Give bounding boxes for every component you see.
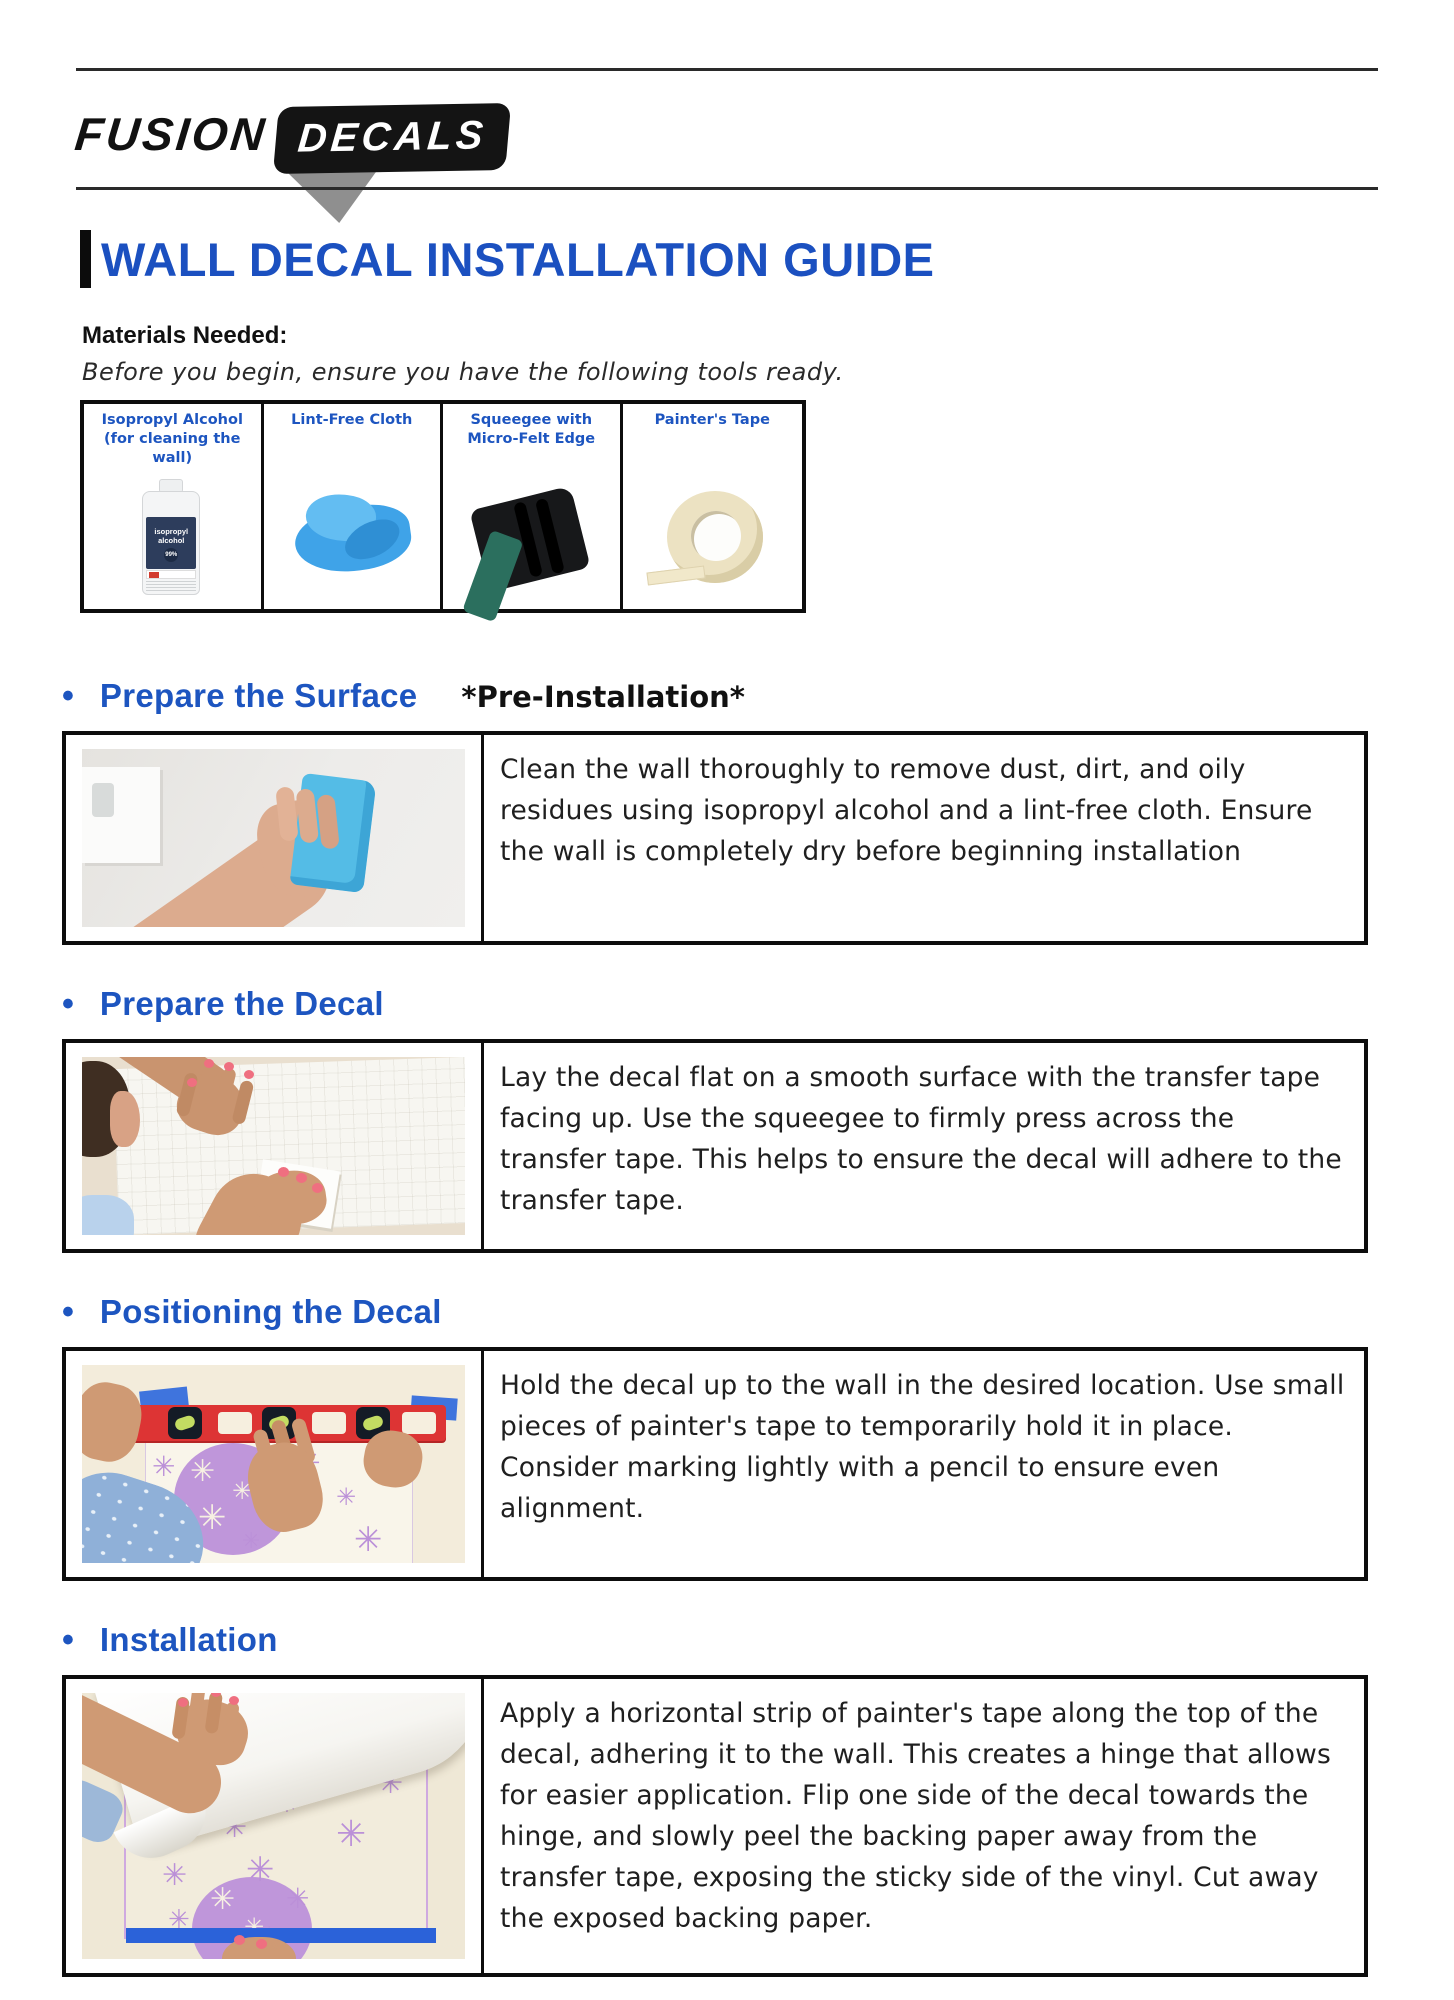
material-label: Painter's Tape <box>654 412 770 428</box>
photo-leveling-decal <box>82 1365 465 1563</box>
materials-table <box>80 400 806 613</box>
material-cell-squeegee <box>443 404 623 609</box>
step-row-positioning <box>62 1347 1368 1581</box>
photo-wiping-wall <box>82 749 465 927</box>
page-title: WALL DECAL INSTALLATION GUIDE <box>101 232 935 286</box>
section-heading-positioning: • Positioning the Decal <box>62 1293 442 1331</box>
material-cell-tape <box>623 404 803 609</box>
title-row <box>80 230 1378 288</box>
step-text: Lay the decal flat on a smooth surface with the transfer tape facing up. Use the squeegee to firmly press across the transfer tape. This helps to ensure the decal will adhere to the transfer tape. <box>500 1062 1342 1217</box>
bullet-icon: • <box>62 1293 74 1331</box>
material-label: Squeegee with Micro-Felt Edge <box>467 412 596 447</box>
logo-peel-icon <box>271 165 381 223</box>
bullet-icon: • <box>62 985 74 1023</box>
materials-subheading: Before you begin, ensure you have the following tools ready. <box>82 358 844 386</box>
section-heading-installation: • Installation <box>62 1621 278 1659</box>
tape-roll-icon <box>637 469 787 599</box>
bullet-icon: • <box>62 677 74 715</box>
material-label: Isopropyl Alcohol (for cleaning the wall) <box>101 412 243 466</box>
step-text: Hold the decal up to the wall in the desired location. Use small pieces of painter's tape to temporarily hold it in place. Consider marking lightly with a pencil to ensure even alignment. <box>500 1370 1345 1525</box>
material-cell-alcohol <box>84 404 264 609</box>
logo-decals-badge <box>275 105 509 172</box>
squeegee-icon <box>456 469 606 599</box>
cloth-icon <box>277 469 427 599</box>
header-divider <box>76 187 1378 190</box>
section-heading-prepare-decal: • Prepare the Decal <box>62 985 384 1023</box>
brand-logo <box>72 93 1378 181</box>
materials-heading: Materials Needed: <box>82 322 288 349</box>
alcohol-bottle-icon <box>97 469 247 599</box>
blue-cloth-icon <box>289 773 376 893</box>
step-row-prepare-decal <box>62 1039 1368 1253</box>
step-text: Apply a horizontal strip of painter's tape along the top of the decal, adhering it to the wall. This creates a hinge that allows for easier application. Flip one side of the decal towards the hinge, and slowly peel the backing paper away from the transfer tape, exposing the sticky side of the vinyl. Cut away the exposed backing paper. <box>500 1698 1331 1935</box>
section-heading-prepare-surface: • Prepare the Surface *Pre-Installation* <box>62 677 745 715</box>
bottle-label: isopropyl alcohol 99% <box>146 517 196 569</box>
hand-icon <box>82 1377 147 1467</box>
pre-installation-note: *Pre-Installation* <box>461 680 745 714</box>
photo-peeling-backing <box>82 1693 465 1959</box>
logo-fusion-text: FUSION <box>72 108 270 160</box>
step-row-prepare-surface <box>62 731 1368 945</box>
logo-decals-text: DECALS <box>295 113 489 161</box>
photo-squeegee-transfer-tape <box>82 1057 465 1235</box>
bullet-icon: • <box>62 1621 74 1659</box>
title-accent-bar <box>80 230 91 288</box>
material-cell-cloth <box>264 404 444 609</box>
material-label: Lint-Free Cloth <box>291 412 413 428</box>
step-text: Clean the wall thoroughly to remove dust, dirt, and oily residues using isopropyl alcohol and a lint-free cloth. Ensure the wall is completely dry before beginning installation <box>500 754 1313 868</box>
step-row-installation <box>62 1675 1368 1977</box>
top-divider <box>76 68 1378 71</box>
